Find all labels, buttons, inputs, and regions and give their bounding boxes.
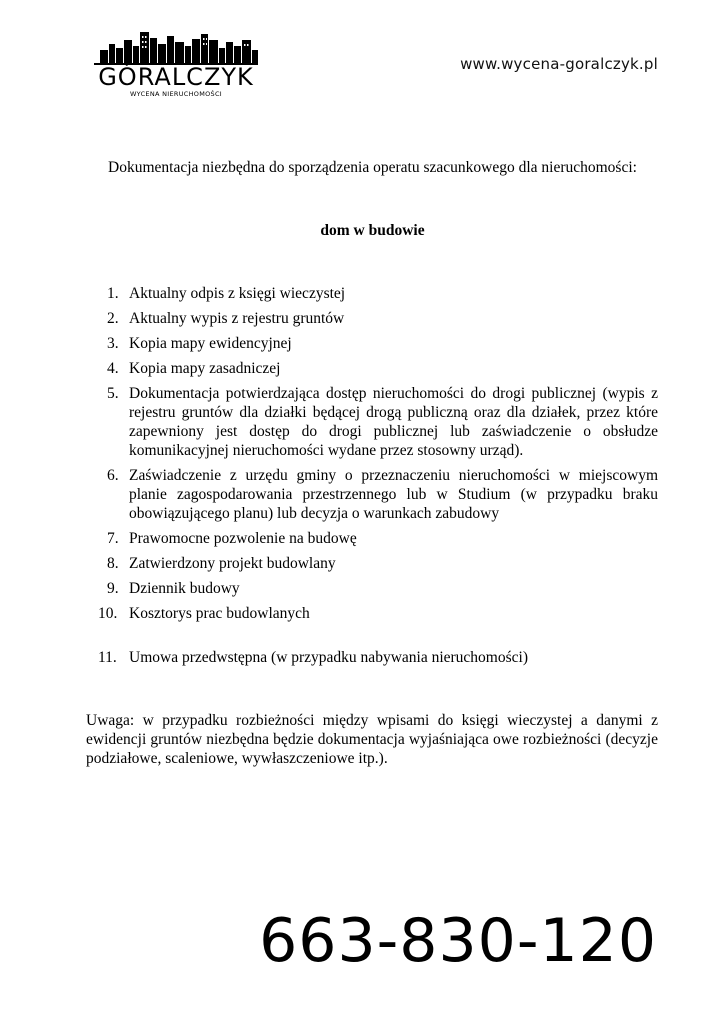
- list-item-text: Kosztorys prac budowlanych: [129, 605, 310, 622]
- list-item-text: Kopia mapy ewidencyjnej: [129, 335, 292, 352]
- list-item: [98, 284, 658, 303]
- list-item-number: 4.: [107, 360, 119, 377]
- list-item-number: 10.: [98, 605, 118, 622]
- property-type-heading: dom w budowie: [320, 222, 425, 239]
- list-item: [98, 604, 658, 623]
- list-item-text: Zaświadczenie z urzędu gminy o przeznaczeniu nieruchomości w miejscowym planie zagospodarowania przestrzennego lub w Studium (w przypadku braku obowiązującego planu) lub decyzja o warunkach zabudowy: [129, 467, 658, 522]
- list-item-number: 11.: [98, 649, 117, 666]
- list-item: [98, 554, 658, 573]
- list-item-number: 5.: [107, 385, 119, 402]
- list-item: [98, 309, 658, 328]
- list-item: [98, 334, 658, 353]
- list-item-number: 9.: [107, 580, 119, 597]
- list-item-text: Aktualny wypis z rejestru gruntów: [129, 310, 345, 327]
- list-item-text: Zatwierdzony projekt budowlany: [129, 555, 336, 572]
- required-documents-list: [98, 284, 658, 673]
- city-skyline-icon: [86, 26, 266, 66]
- company-logo: [86, 26, 266, 102]
- list-item-text: Aktualny odpis z księgi wieczystej: [129, 285, 346, 302]
- list-item: [98, 466, 658, 523]
- document-title: Dokumentacja niezbędna do sporządzenia operatu szacunkowego dla nieruchomości:: [108, 159, 637, 176]
- list-item: [98, 529, 658, 548]
- website-link[interactable]: www.wycena-goralczyk.pl: [460, 55, 658, 73]
- list-item: [98, 384, 658, 460]
- list-item-text: Dokumentacja potwierdzająca dostęp nieruchomości do drogi publicznej (wypis z rejestru gruntów dla działki będącej drogą publiczną oraz dla działek, przez które zapewniony jest dostęp do drogi publicznej lub zaświadczenie o obsłudze komunikacyjnej nieruchomości wydane przez stosowny urząd).: [129, 385, 658, 459]
- list-item: [98, 648, 658, 667]
- list-item-text: Umowa przedwstępna (w przypadku nabywania nieruchomości): [129, 649, 528, 666]
- list-item-number: 6.: [107, 467, 119, 484]
- list-item-number: 8.: [107, 555, 119, 572]
- list-item-number: 2.: [107, 310, 119, 327]
- logo-name: GÓRALCZYK: [98, 63, 254, 91]
- logo-subtitle: WYCENA NIERUCHOMOŚCI: [129, 90, 223, 98]
- note-paragraph: Uwaga: w przypadku rozbieżności między wpisami do księgi wieczystej a danymi z ewidencji gruntów niezbędna będzie dokumentacja wyjaśniająca owe rozbieżności (decyzje podziałowe, scaleniowe, wywłaszczeniowe itp.).: [86, 712, 658, 767]
- list-item: [98, 359, 658, 378]
- list-item-text: Dziennik budowy: [129, 580, 240, 597]
- list-item-text: Kopia mapy zasadniczej: [129, 360, 281, 377]
- list-item: [98, 579, 658, 598]
- list-item-text: Prawomocne pozwolenie na budowę: [129, 530, 357, 547]
- phone-number[interactable]: 663-830-120: [259, 906, 657, 976]
- list-item-number: 7.: [107, 530, 119, 547]
- list-item-number: 1.: [107, 285, 119, 302]
- list-item-number: 3.: [107, 335, 119, 352]
